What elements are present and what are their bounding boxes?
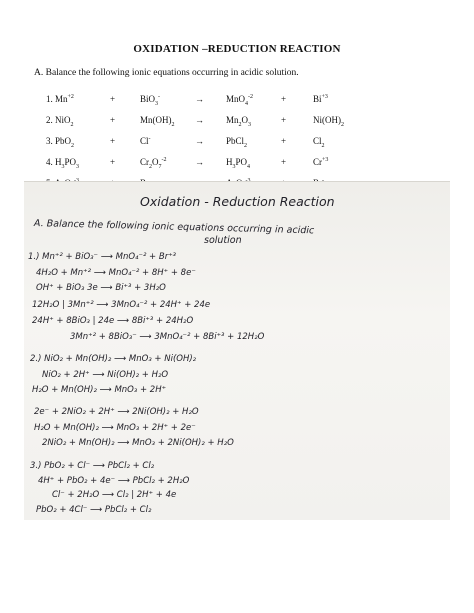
handwritten-instruction-line-1: A. Balance the following ionic equations occurring in acidic	[33, 218, 315, 237]
equation-reactant-2	[140, 151, 195, 172]
formula-text: →	[195, 156, 204, 167]
formula-text: Ni(OH)	[313, 114, 341, 125]
formula-text: Mn(OH)	[140, 114, 172, 125]
handwritten-instruction-line-2: solution	[204, 235, 242, 246]
hw-line: 2e⁻ + 2NiO₂ + 2H⁺ ⟶ 2Ni(OH)₂ + H₂O	[34, 407, 199, 417]
plus-sign	[281, 151, 313, 172]
formula-subscript: 3	[76, 163, 80, 170]
formula-superscript: -2	[161, 156, 167, 163]
hw-line: NiO₂ + 2H⁺ ⟶ Ni(OH)₂ + H₂O	[42, 370, 169, 380]
equation-row	[46, 151, 373, 172]
equation-reactant-2	[140, 130, 195, 151]
formula-text: PO	[64, 156, 77, 167]
equation-product-1	[226, 109, 281, 130]
formula-subscript: 2	[70, 121, 74, 128]
formula-superscript: -	[148, 135, 151, 142]
formula-subscript: 7	[158, 163, 162, 170]
formula-superscript: -2	[248, 93, 254, 100]
equation-product-2	[313, 130, 373, 151]
reaction-arrow	[195, 130, 226, 151]
formula-text: →	[195, 135, 204, 146]
hw-line: PbO₂ + 4Cl⁻ ⟶ PbCl₂ + Cl₂	[36, 505, 152, 515]
formula-text: +	[110, 114, 116, 125]
formula-text: MnO	[226, 93, 246, 104]
formula-text: +	[281, 156, 287, 167]
formula-subscript: 4	[245, 100, 249, 107]
hw-line: 1.) Mn⁺² + BiO₃⁻ ⟶ MnO₄⁻² + Br⁺³	[28, 252, 177, 262]
handwritten-solution-photo	[24, 181, 450, 520]
formula-text: →	[195, 114, 204, 125]
formula-superscript: -	[158, 93, 161, 100]
hw-line: 24H⁺ + 8BiO₃ | 24e ⟶ 8Bi⁺³ + 24H₂O	[32, 316, 194, 326]
formula-subscript: 2	[71, 142, 75, 149]
formula-subscript: 4	[247, 163, 251, 170]
formula-text: +	[281, 135, 287, 146]
hw-line: 3.) PbO₂ + Cl⁻ ⟶ PbCl₂ + Cl₂	[30, 461, 155, 471]
equation-row	[46, 109, 373, 130]
plus-sign	[281, 130, 313, 151]
formula-subscript: 2	[149, 163, 152, 170]
plus-sign	[281, 88, 313, 109]
formula-text: →	[195, 93, 204, 104]
plus-sign	[110, 109, 140, 130]
formula-subscript: 3	[248, 121, 252, 128]
formula-superscript: +3	[322, 156, 329, 163]
hw-line: H₂O + Mn(OH)₂ ⟶ MnO₃ + 2H⁺	[32, 385, 167, 395]
equation-reactant-1	[46, 88, 110, 109]
equation-reactant-2	[140, 88, 195, 109]
plus-sign	[110, 88, 140, 109]
hw-line: 12H₂O | 3Mn⁺² ⟶ 3MnO₄⁻² + 24H⁺ + 24e	[32, 300, 211, 310]
formula-text: H	[226, 156, 233, 167]
formula-subscript: 2	[171, 121, 175, 128]
equation-table	[46, 88, 373, 193]
formula-text: 2. NiO	[46, 114, 71, 125]
formula-text: Cr	[140, 156, 149, 167]
hw-line: 2NiO₂ + Mn(OH)₂ ⟶ MnO₃ + 2Ni(OH)₂ + H₂O	[42, 438, 234, 448]
formula-subscript: 3	[61, 163, 65, 170]
formula-text: Cr	[313, 156, 322, 167]
formula-text: PO	[235, 156, 248, 167]
equation-reactant-1	[46, 109, 110, 130]
formula-text: Mn	[226, 114, 239, 125]
formula-text: +	[281, 114, 287, 125]
formula-subscript: 3	[232, 163, 236, 170]
equation-product-1	[226, 130, 281, 151]
plus-sign	[110, 130, 140, 151]
formula-text: 4. H	[46, 156, 62, 167]
formula-text: Bi	[313, 93, 322, 104]
formula-superscript: +2	[67, 93, 74, 100]
hw-line: 2.) NiO₂ + Mn(OH)₂ ⟶ MnO₃ + Ni(OH)₂	[30, 354, 197, 364]
equation-product-1	[226, 88, 281, 109]
plus-sign	[281, 109, 313, 130]
hw-line: 3Mn⁺² + 8BiO₃⁻ ⟶ 3MnO₄⁻² + 8Bi⁺³ + 12H₂O	[70, 332, 265, 342]
formula-text: Cl	[313, 135, 322, 146]
formula-text: O	[241, 114, 249, 125]
equation-reactant-1	[46, 130, 110, 151]
equation-product-2	[313, 88, 373, 109]
formula-text: +	[110, 156, 116, 167]
formula-text: O	[152, 156, 159, 167]
handwritten-title: Oxidation - Reduction Reaction	[140, 194, 335, 209]
equation-reactant-1	[46, 151, 110, 172]
equation-product-2	[313, 109, 373, 130]
formula-text: +	[110, 93, 116, 104]
formula-text: PbCl	[226, 135, 245, 146]
hw-line: 4H₂O + Mn⁺² ⟶ MnO₄⁻² + 8H⁺ + 8e⁻	[36, 268, 196, 278]
formula-subscript: 2	[321, 142, 325, 149]
formula-subscript: 3	[155, 100, 159, 107]
reaction-arrow	[195, 88, 226, 109]
formula-text: BiO	[140, 93, 156, 104]
hw-line: 4H⁺ + PbO₂ + 4e⁻ ⟶ PbCl₂ + 2H₂O	[38, 476, 190, 486]
instruction-text: A. Balance the following ionic equations occurring in acidic solution.	[34, 68, 299, 78]
formula-superscript: +3	[321, 93, 328, 100]
reaction-arrow	[195, 151, 226, 172]
reaction-arrow	[195, 109, 226, 130]
formula-text: Cl	[140, 135, 149, 146]
formula-subscript: 2	[244, 142, 248, 149]
equation-reactant-2	[140, 109, 195, 130]
formula-text: +	[110, 135, 116, 146]
formula-text: 3. PbO	[46, 135, 72, 146]
equation-row	[46, 130, 373, 151]
hw-line: OH⁺ + BiO₃ 3e ⟶ Bi⁺³ + 3H₂O	[36, 283, 166, 293]
hw-line: H₂O + Mn(OH)₂ ⟶ MnO₃ + 2H⁺ + 2e⁻	[34, 423, 196, 433]
plus-sign	[110, 151, 140, 172]
formula-text: +	[281, 93, 287, 104]
equation-product-2	[313, 151, 373, 172]
hw-line: Cl⁻ + 2H₂O ⟶ Cl₂ | 2H⁺ + 4e	[52, 490, 177, 500]
formula-subscript: 2	[341, 121, 344, 128]
formula-text: 1. Mn	[46, 93, 68, 104]
equation-row	[46, 88, 373, 109]
equation-product-1	[226, 151, 281, 172]
formula-subscript: 2	[238, 121, 242, 128]
page-title: OXIDATION –REDUCTION REACTION	[133, 43, 341, 55]
